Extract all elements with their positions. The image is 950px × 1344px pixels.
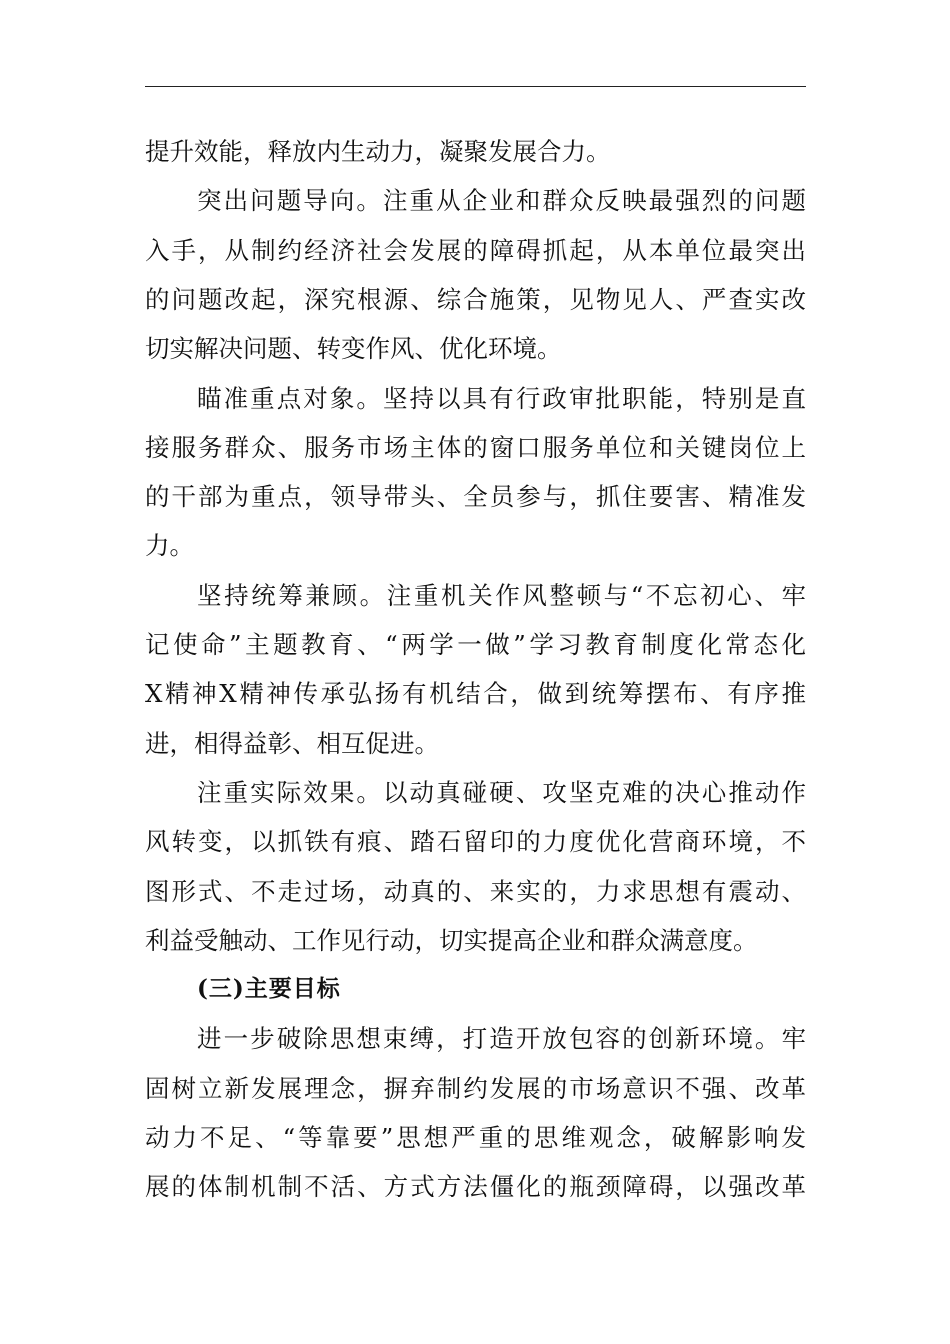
text-line [0,773,950,813]
text-line [0,329,950,369]
section-heading-text: (三)主要目标 [197,975,341,1003]
text-line-content: 动力不足、“等靠要”思想严重的思维观念，破解影响发 [145,1123,806,1152]
text-line-content: 提升效能，释放内生动力，凝聚发展合力。 [145,137,611,166]
text-line [0,921,950,961]
text-line-content: 瞄准重点对象。坚持以具有行政审批职能，特别是直 [197,383,806,413]
text-line [0,1167,950,1207]
text-line [0,132,950,172]
text-line [0,428,950,468]
text-line [0,280,950,320]
text-line-content: 接服务群众、服务市场主体的窗口服务单位和关键岗位上 [145,432,806,462]
text-line-content: 入手，从制约经济社会发展的障碍抓起，从本单位最突出 [145,235,806,265]
text-line [0,625,950,665]
text-line [0,674,950,714]
text-line-content: 的问题改起，深究根源、综合施策，见物见人、严查实改 [145,284,806,314]
text-line-content: 切实解决问题、转变作风、优化环境。 [145,334,562,364]
text-line [0,477,950,517]
text-line-content: 图形式、不走过场，动真的、来实的，力求思想有震动、 [145,876,806,906]
text-line [0,1069,950,1109]
text-line-content: 展的体制机制不活、方式方法僵化的瓶颈障碍，以强改革 [145,1172,806,1202]
text-line [0,822,950,862]
text-line-content: 固树立新发展理念，摒弃制约发展的市场意识不强、改革 [145,1073,806,1103]
text-line [0,576,950,616]
text-line [0,872,950,912]
text-line-content: 的干部为重点，领导带头、全员参与，抓住要害、精准发 [145,482,806,512]
text-line-content: 进一步破除思想束缚，打造开放包容的创新环境。牢 [197,1024,806,1054]
text-line [0,181,950,221]
text-line-content: 力。 [145,531,194,561]
text-line [0,526,950,566]
text-line-content: 注重实际效果。以动真碰硬、攻坚克难的决心推动作 [197,777,806,807]
text-line [0,1118,950,1158]
text-line-content: 突出问题导向。注重从企业和群众反映最强烈的问题 [197,186,806,216]
text-line [0,724,950,764]
text-line-content: 风转变，以抓铁有痕、踏石留印的力度优化营商环境，不 [145,827,806,857]
text-line-content: 坚持统筹兼顾。注重机关作风整顿与“不忘初心、牢 [197,580,806,610]
text-line-content: 利益受触动、工作见行动，切实提高企业和群众满意度。 [145,925,758,955]
text-line-content: 记使命”主题教育、“两学一做”学习教育制度化常态化 [145,630,806,659]
text-line [0,231,950,271]
text-line [0,1019,950,1059]
text-line [0,379,950,419]
header-rule [145,86,806,87]
section-heading [0,969,950,1009]
text-line-content: X精神X精神传承弘扬有机结合，做到统筹摆布、有序推 [145,679,806,709]
text-line-content: 进，相得益彰、相互促进。 [145,728,439,758]
